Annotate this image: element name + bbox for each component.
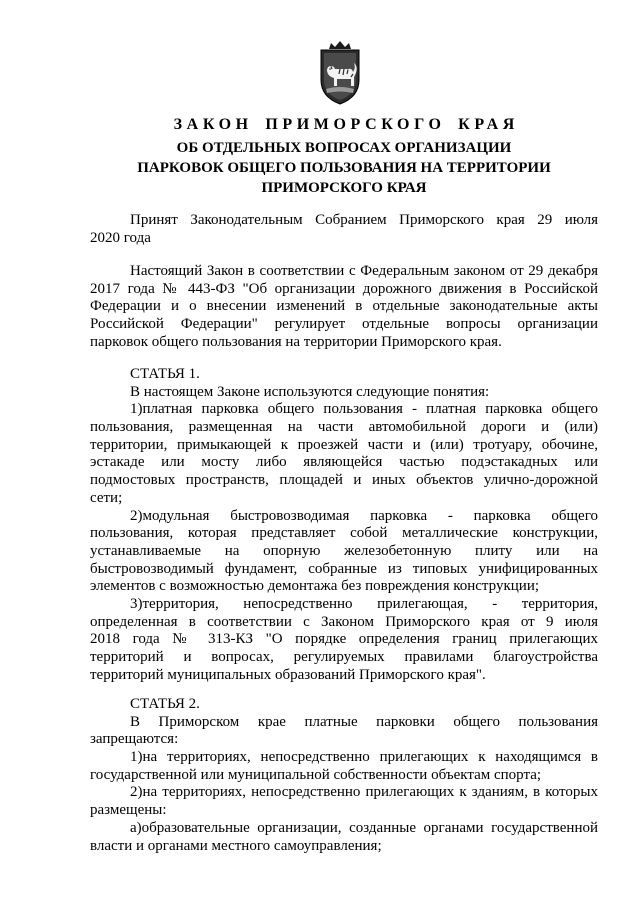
law-subtitle bbox=[90, 138, 598, 198]
paragraph bbox=[90, 784, 598, 819]
paragraph bbox=[90, 596, 598, 684]
text-line: размещены: bbox=[90, 802, 167, 819]
law-subtitle-line: ПАРКОВОК ОБЩЕГО ПОЛЬЗОВАНИЯ НА ТЕРРИТОРИИ bbox=[137, 160, 551, 176]
text-line: элементов с возможностью демонтажа без повреждения конструкции; bbox=[90, 578, 540, 595]
paragraph bbox=[90, 820, 598, 855]
text-line: 2020 года bbox=[90, 229, 151, 246]
text-line: Принят Законодательным Собранием Приморского края 29 июля bbox=[130, 212, 598, 228]
paragraph bbox=[90, 384, 598, 402]
adoption-note bbox=[90, 212, 598, 247]
text-line: территории, примыкающей к проезжей части и (или) тротуару, обочине, bbox=[90, 436, 598, 453]
text-line: эстакаде или мосту либо являющейся частью подэстакадных или bbox=[90, 454, 598, 471]
text-line: пользования, которая представляет собой металлические конструкции, bbox=[90, 525, 598, 542]
text-line: 3)территория, непосредственно прилегающая, - территория, bbox=[130, 595, 598, 612]
text-line: сети; bbox=[90, 489, 123, 506]
text-line: 2017 года № 443-ФЗ "Об организации дорожного движения в Российской bbox=[90, 280, 598, 297]
article-1 bbox=[90, 366, 598, 684]
text-line: запрещаются: bbox=[90, 731, 179, 748]
law-subtitle-line: ПРИМОРСКОГО КРАЯ bbox=[261, 180, 427, 196]
text-line: территорий и вопросах, регулируемых правилами благоустройства bbox=[90, 649, 598, 665]
text-line: территорий муниципальных образований Приморского края". bbox=[90, 666, 486, 683]
law-subtitle-line: ОБ ОТДЕЛЬНЫХ ВОПРОСАХ ОРГАНИЗАЦИИ bbox=[176, 140, 512, 156]
text-line: подмостовых пространств, площадей и иных объектов улично-дорожной bbox=[90, 472, 598, 489]
text-line: государственной или муниципальной собственности объектам спорта; bbox=[90, 766, 542, 783]
text-line: а)образовательные организации, созданные органами государственной bbox=[130, 819, 598, 836]
coat-of-arms-icon bbox=[318, 40, 362, 106]
text-line: В настоящем Законе используются следующие понятия: bbox=[130, 383, 490, 400]
paragraph bbox=[90, 714, 598, 749]
article-2 bbox=[90, 696, 598, 855]
law-title: ЗАКОН ПРИМОРСКОГО КРАЯ bbox=[173, 116, 519, 133]
text-line: пользования, размещенная на части автомобильной дороги и (или) bbox=[90, 419, 598, 436]
text-line: 1)на территориях, непосредственно прилегающих к находящимся в bbox=[130, 749, 598, 766]
text-line: власти и органами местного самоуправления; bbox=[90, 837, 382, 854]
article-heading: СТАТЬЯ 1. bbox=[130, 366, 200, 382]
paragraph bbox=[90, 508, 598, 596]
text-line: Федерации и о внесении изменений в отдельные законодательные акты bbox=[90, 298, 598, 315]
paragraph bbox=[90, 749, 598, 784]
text-line: 2)модульная быстровозводимая парковка - парковка общего bbox=[130, 507, 598, 524]
text-line: Российской Федерации" регулирует отдельные вопросы организации bbox=[90, 316, 598, 333]
preamble bbox=[90, 263, 598, 351]
paragraph bbox=[90, 401, 598, 507]
text-line: 2)на территориях, непосредственно прилегающих к зданиям, в которых bbox=[130, 784, 598, 801]
article-heading: СТАТЬЯ 2. bbox=[130, 696, 200, 712]
text-line: быстровозводимый фундамент, собранные из типовых унифицированных bbox=[90, 560, 598, 577]
text-line: В Приморском крае платные парковки общего пользования bbox=[130, 713, 598, 730]
text-line: Настоящий Закон в соответствии с Федеральным законом от 29 декабря bbox=[130, 263, 598, 279]
text-line: 2018 года № 313-КЗ "О порядке определения границ прилегающих bbox=[90, 631, 598, 648]
text-line: устанавливаемые на опорную железобетонную плиту или на bbox=[90, 542, 598, 559]
text-line: парковок общего пользования на территории Приморского края. bbox=[90, 333, 502, 350]
text-line: определенная в соответствии с Законом Приморского края от 9 июля bbox=[90, 613, 598, 630]
text-line: 1)платная парковка общего пользования - платная парковка общего bbox=[130, 401, 598, 418]
